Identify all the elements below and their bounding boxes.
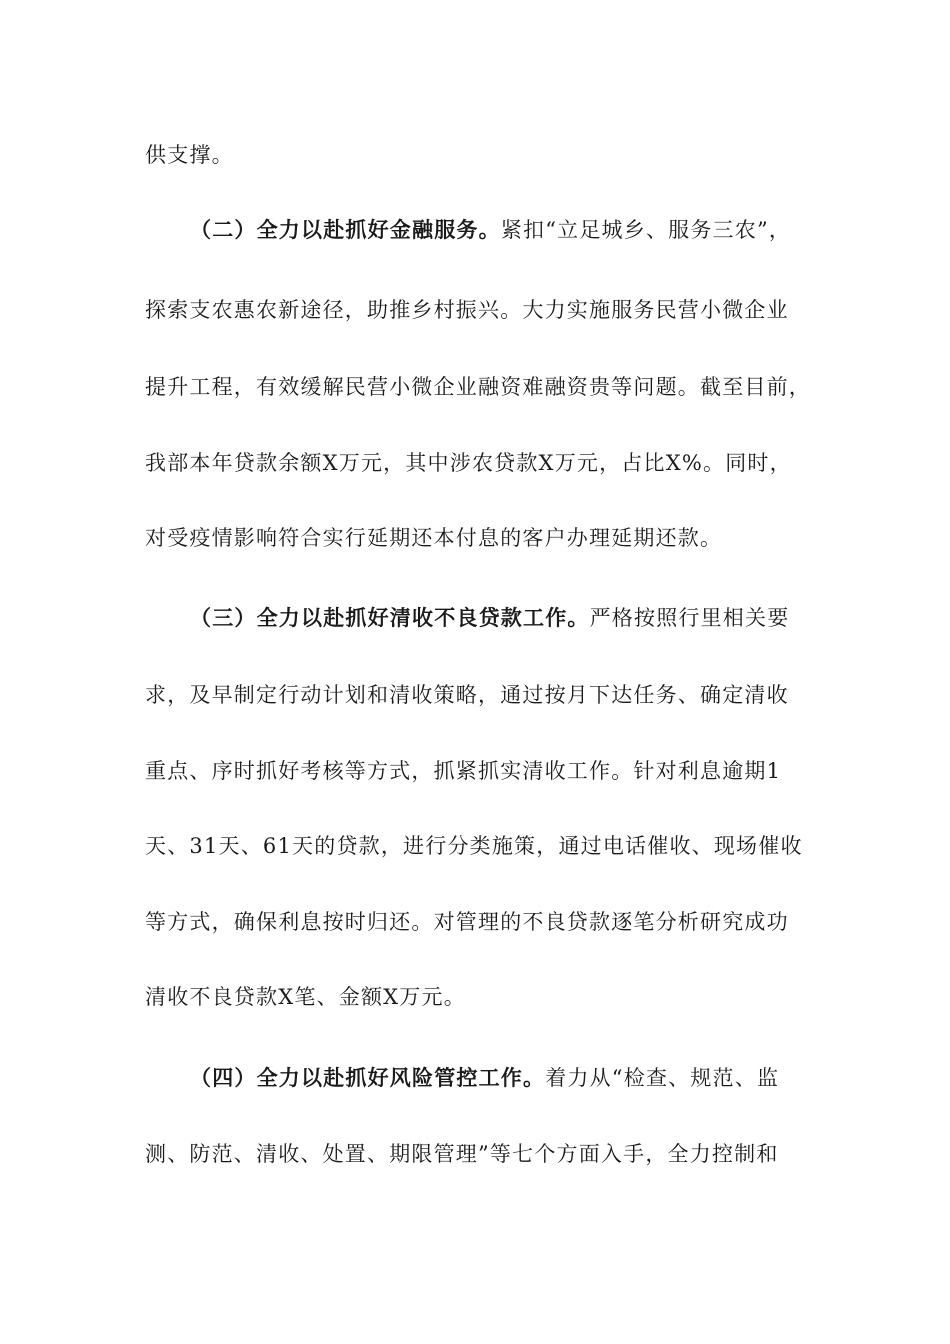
paragraph-line: 天、31天、61天的贷款，进行分类施策，通过电话催收、现场催收 bbox=[145, 834, 803, 858]
section-2-first-line bbox=[190, 216, 791, 244]
paragraph-line: 探索支农惠农新途径，助推乡村振兴。大力实施服务民营小微企业 bbox=[145, 298, 789, 322]
paragraph-line: 重点、序时抓好考核等方式，抓紧抓实清收工作。针对利息逾期1 bbox=[145, 759, 782, 783]
paragraph-line: 清收不良贷款X笔、金额X万元。 bbox=[145, 985, 466, 1009]
section-2-heading: （二）全力以赴抓好金融服务。 bbox=[190, 217, 501, 242]
paragraph-line: 等方式，确保利息按时归还。对管理的不良贷款逐笔分析研究成功 bbox=[145, 910, 789, 934]
section-3-heading: （三）全力以赴抓好清收不良贷款工作。 bbox=[190, 605, 590, 630]
paragraph-line: 测、防范、清收、处置、期限管理”等七个方面入手，全力控制和 bbox=[145, 1142, 779, 1166]
paragraph-text: 着力从“检查、规范、监 bbox=[545, 1066, 780, 1090]
paragraph-line: 我部本年贷款余额X万元，其中涉农贷款X万元，占比X%。同时， bbox=[145, 451, 792, 475]
section-4-first-line bbox=[190, 1064, 779, 1092]
section-3-first-line bbox=[190, 604, 789, 632]
paragraph-line: 提升工程，有效缓解民营小微企业融资难融资贵等问题。截至目前， bbox=[145, 375, 811, 399]
paragraph-text: 紧扣“立足城乡、服务三农”， bbox=[500, 218, 792, 242]
paragraph-line: 供支撑。 bbox=[145, 143, 234, 167]
section-4-heading: （四）全力以赴抓好风险管控工作。 bbox=[190, 1065, 546, 1090]
paragraph-text: 严格按照行里相关要 bbox=[589, 606, 790, 630]
paragraph-line: 求，及早制定行动计划和清收策略，通过按月下达任务、确定清收 bbox=[145, 683, 789, 707]
paragraph-line: 对受疫情影响符合实行延期还本付息的客户办理延期还款。 bbox=[145, 526, 723, 550]
